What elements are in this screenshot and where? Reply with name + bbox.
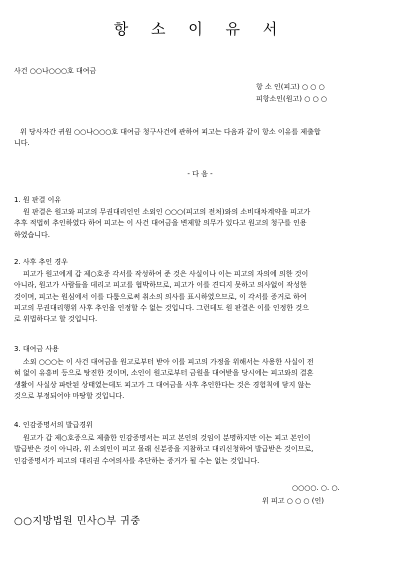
- section-heading: 2. 사후 추인 경우: [14, 258, 68, 266]
- section-line: 원 판결은 원고와 피고의 무권대리인인 소외인 ○○○(피고의 전처)와의 소비대차계약을 피고가: [23, 208, 311, 216]
- intro-line: 니다.: [14, 139, 30, 148]
- intro-line: 위 당사자간 귀원 ○○나○○○호 대여금 청구사건에 관하여 피고는 다음과 같이 항소 이유를 제출합: [20, 128, 321, 136]
- section-body: [14, 357, 386, 402]
- appellant-line: 항 소 인(피고) ○ ○ ○: [256, 83, 325, 91]
- section-line: 생활이 사실상 파탄된 상태였는데도 피고가 그 대여금을 사후 추인한다는 것은 경험칙에 닿지 않는: [14, 380, 312, 389]
- section-line: 로 위법하다고 할 것입니다.: [14, 315, 98, 324]
- court-addressee: ○○지방법원 민사○부 귀중: [14, 516, 141, 527]
- case-line: 사건 ○○나○○○호 대여금: [14, 67, 97, 75]
- date-line: ○○○○. ○. ○.: [292, 484, 340, 492]
- section-line: 피고가 원고에게 갑 제○호증 각서를 작성하여 준 것은 사실이나 이는 피고의 자의에 의한 것이: [23, 270, 309, 278]
- divider: - 다 음 -: [187, 170, 213, 178]
- section-line: 아니라, 원고가 사람들을 데리고 피고를 협박하므로, 피고가 이를 견디지 못하고 의사없이 작성한: [14, 281, 307, 290]
- section-body: [14, 433, 386, 467]
- section-line: 하였습니다.: [14, 230, 51, 239]
- section-line: 것이며, 피고는 원심에서 이를 다툼으로써 취소의 의사를 표시하였으므로, 이 각서를 증거로 하여: [14, 292, 307, 301]
- section-line: 혀 없이 유흥비 등으로 탕진한 것이며, 소인이 원고로부터 금원을 대여받을 당시에는 피고와의 결혼: [14, 369, 314, 378]
- section-heading: 4. 인감증명서의 발급경위: [14, 421, 93, 429]
- section-line: 피고의 무권대리행위 사후 추인을 인정할 수 없는 것입니다. 그런데도 원 판결은 이를 인정한 것으: [14, 303, 309, 312]
- section-line: 원고가 갑 제○호증으로 제출한 인감증명서는 피고 본인의 것임이 분명하지만 이는 피고 본인이: [23, 434, 311, 442]
- section-heading: 1. 원 판결 이유: [14, 196, 62, 204]
- document-title: 항 소 이 유 서: [113, 20, 287, 38]
- section-line: 추후 적법히 추인하였다 하여 피고는 이 사건 대여금을 변제할 의무가 있다고 원고의 청구를 인용: [14, 219, 307, 228]
- appellee-line: 피항소인(원고) ○ ○ ○: [256, 95, 328, 103]
- section-line: 것으로 부정되어야 마땅할 것입니다.: [14, 391, 125, 400]
- section-body: [14, 269, 386, 325]
- signature-line: 위 피고 ○ ○ ○ (인): [262, 497, 324, 505]
- section-line: 발급받은 것이 아니라, 위 소외인이 피고 몰래 신분증을 지참하고 대리신청하여 발급받은 것이므로,: [14, 445, 314, 454]
- section-heading: 3. 대여금 사용: [14, 345, 59, 353]
- section-line: 소외 ○○○는 이 사건 대여금을 원고로부터 받아 이를 피고의 가정을 위해서는 사용한 사실이 전: [23, 358, 314, 366]
- section-line: 인감증명서가 피고의 대리권 수여의사를 추단하는 증거가 될 수는 없는 것입니다.: [14, 456, 260, 465]
- section-body: [14, 207, 386, 241]
- intro-paragraph: [14, 127, 386, 150]
